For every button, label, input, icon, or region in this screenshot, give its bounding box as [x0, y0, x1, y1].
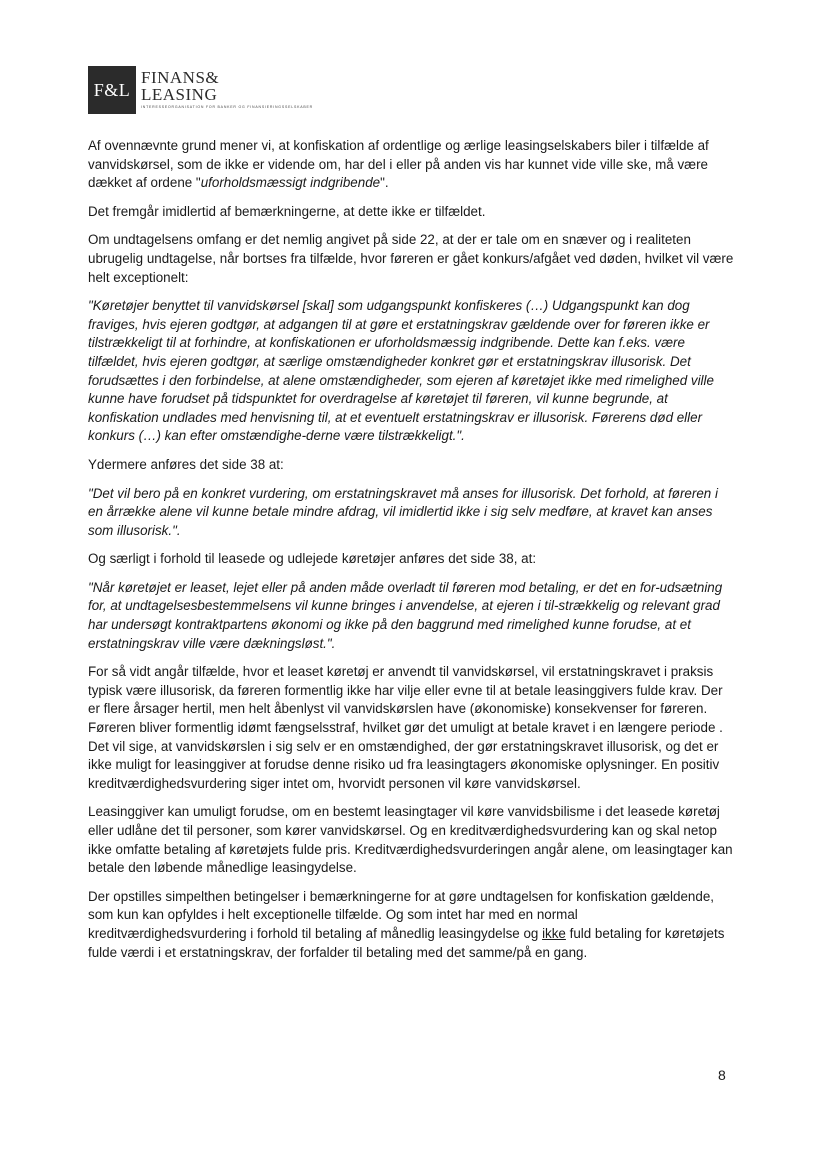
- logo-text-leasing: LEASING: [141, 85, 218, 104]
- paragraph-4: Ydermere anføres det side 38 at:: [88, 456, 284, 472]
- paragraph-3: Om undtagelsens omfang er det nemlig angivet på side 22, at der er tale om en snæver og i realiteten ubrugelig undtagelse, når bortses fra tilfælde, hvor føreren er gået konkurs/afgået ved døden, hvilket vil være helt exceptionelt:: [88, 232, 734, 285]
- logo: [88, 60, 313, 120]
- logo-text-finans: FINANS&: [141, 68, 220, 87]
- logo-mark: F&L: [88, 66, 136, 114]
- paragraph-1: Af ovennævnte grund mener vi, at konfiskation af ordentlige og ærlige leasingselskabers biler i tilfælde af vanvidskørsel, som de ikke er vidende om, har del i eller på anden vis har kunnet vide ville ske, må være dækket af ordene "uforholdsmæssigt indgribende".: [88, 138, 709, 191]
- paragraph-8: Der opstilles simpelthen betingelser i bemærkningerne for at gøre undtagelsen for konfiskation gældende, som kun kan opfyldes i helt exceptionelle tilfælde. Og som intet har med en normal kreditværdighedsvurdering i forhold til betaling af månedlig leasingydelse og ikke fuld betaling for køretøjets fulde værdi i et erstatningskrav, der forfalder til betaling med det samme/på en gang.: [88, 888, 725, 960]
- quote-3: "Når køretøjet er leaset, lejet eller på anden måde overladt til føreren mod betaling, er det en for-udsætning for, at undtagelsesbestemmelsens vil kunne bringes i anvendelse, at ejeren i til-strækkelig og relevant grad har undersøgt kontraktpartens økonomi og ikke på den baggrund med rimelighed kunne forudse, at et erstatningskrav ville være dækningsløst.".: [88, 579, 723, 651]
- quote-2: "Det vil bero på en konkret vurdering, om erstatningskravet må anses for illusorisk. Det forhold, at føreren i en årrække alene vil kunne betale mindre afdrag, vil imidlertid ikke i sig selv medføre, at kravet kan anses som illusorisk.".: [88, 485, 718, 538]
- paragraph-7: Leasinggiver kan umuligt forudse, om en bestemt leasingtager vil køre vanvidsbilisme i det leasede køretøj eller udlåne det til personer, som kører vanvidskørsel. Og en kreditværdighedsvurdering kan og skal netop ikke omfatte betaling af køretøjets fulde pris. Kreditværdighedsvurderingen angår alene, om leasingtager kan betale den løbende månedlige leasingydelse.: [88, 804, 733, 876]
- document-body: [88, 137, 734, 972]
- quote-1: "Køretøjer benyttet til vanvidskørsel [skal] som udgangspunkt konfiskeres (…) Udgangspunkt kan dog fraviges, hvis ejeren godtgør, at adgangen til at gøre et erstatningskrav gældende over for føreren ikke er tilstrækkeligt til at forhindre, at konfiskationen er uforholdsmæssig indgribende. Dette kan f.eks. være tilfældet, hvis ejeren godtgør, at særlige omstændigheder konkret gør et erstatningskrav illusorisk. Det forudsættes i den forbindelse, at alene omstændigheder, som ejeren af køretøjet ikke med rimelighed ville kunne have forudset på tidspunktet for overdragelse af køretøjet til føreren, vil kunne begrunde, at konfiskation undlades med henvisning til, at et eventuelt erstatningskrav er illusorisk. Førerens død eller konkurs (…) kan efter omstændighe-derne være tilstrækkeligt.".: [88, 298, 714, 444]
- paragraph-6: For så vidt angår tilfælde, hvor et leaset køretøj er anvendt til vanvidskørsel, vil erstatningskravet i praksis typisk være illusorisk, da føreren formentlig ikke har vilje eller evne til at betale leasinggivers fulde krav. Der er flere årsager hertil, men helt åbenlyst vil vanvidskørslen have (økonomiske) konsekvenser for føreren. Føreren bliver formentlig idømt fængselsstraf, hvilket gør det umuligt at betale kravet i en længere periode . Det vil sige, at vanvidskørslen i sig selv er en omstændighed, der gør erstatningskravet illusorisk, og det er ikke muligt for leasinggiver at forudse denne risiko ud fra leasingtagers økonomiske oplysninger. En positiv kreditværdighedsvurdering siger intet om, hvorvidt personen vil køre vanvidskørsel.: [88, 664, 723, 791]
- logo-tagline: INTERESSEORGANISATION FOR BANKER OG FINANSIERINGSSELSKABER: [141, 105, 313, 109]
- paragraph-5: Og særligt i forhold til leasede og udlejede køretøjer anføres det side 38, at:: [88, 551, 537, 567]
- page-number: 8: [718, 1067, 726, 1083]
- paragraph-2: Det fremgår imidlertid af bemærkningerne, at dette ikke er tilfældet.: [88, 203, 486, 219]
